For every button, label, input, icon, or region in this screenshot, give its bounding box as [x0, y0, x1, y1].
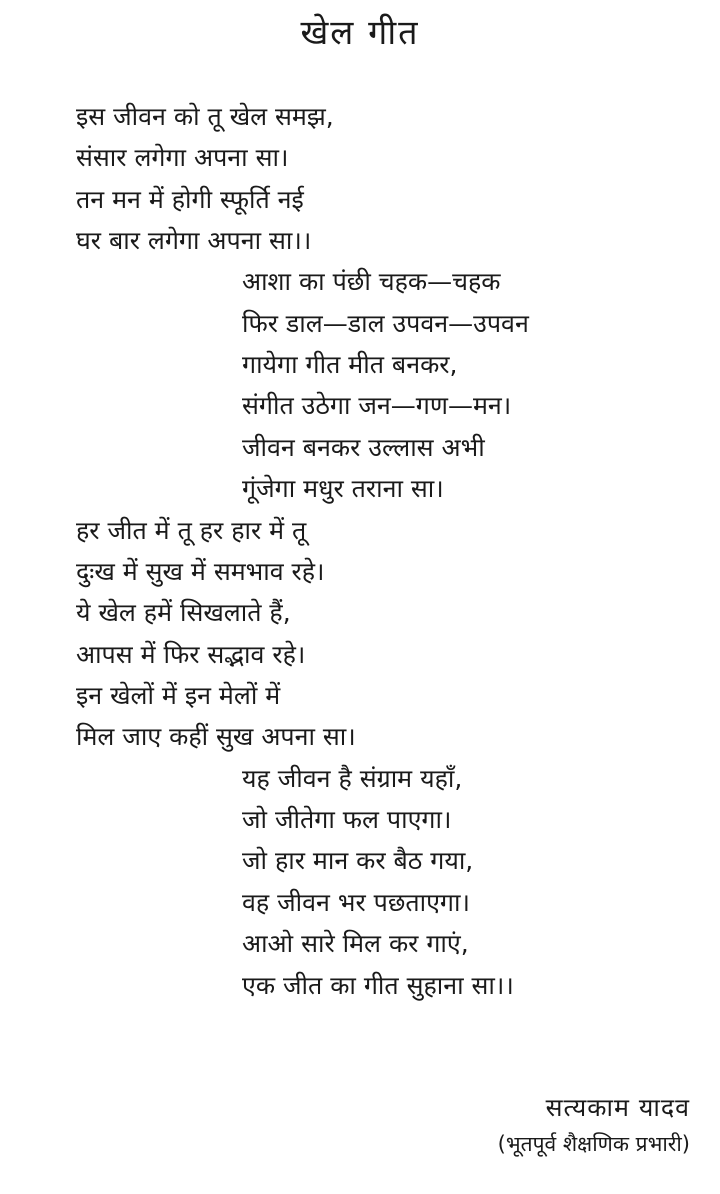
poem-line: संगीत उठेगा जन—गण—मन। — [242, 391, 512, 420]
poem-line: वह जीवन भर पछताएगा। — [242, 888, 470, 917]
signature-block — [498, 1090, 690, 1162]
poem-line: आशा का पंछी चहक—चहक — [242, 267, 501, 296]
poem-line: यह जीवन है संग्राम यहाँ, — [242, 764, 463, 793]
poem-line: संसार लगेगा अपना सा। — [76, 143, 289, 172]
poem-line: घर बार लगेगा अपना सा।। — [76, 226, 312, 255]
poem-line: जीवन बनकर उल्लास अभी — [242, 433, 485, 462]
poem-line: फिर डाल—डाल उपवन—उपवन — [242, 309, 529, 338]
poem-line: हर जीत में तू हर हार में तू — [76, 516, 307, 545]
poem-line: इस जीवन को तू खेल समझ, — [76, 102, 334, 131]
poem-title: खेल गीत — [300, 13, 420, 53]
poem-line: तन मन में होगी स्फूर्ति नई — [76, 185, 304, 214]
poem-line: जो हार मान कर बैठ गया, — [242, 846, 474, 875]
author-role: (भूतपूर्व शैक्षणिक प्रभारी) — [497, 1132, 690, 1156]
poem-line: गूंजेगा मधुर तराना सा। — [242, 474, 444, 503]
poem-line: जो जीतेगा फल पाएगा। — [242, 805, 452, 834]
poem-line: आओ सारे मिल कर गाएं, — [242, 929, 469, 958]
poem-line: एक जीत का गीत सुहाना सा।। — [242, 971, 514, 1000]
poem-line: दुःख में सुख में समभाव रहे। — [76, 557, 325, 586]
poem-line: मिल जाए कहीं सुख अपना सा। — [76, 722, 356, 751]
poem-line: इन खेलों में इन मेलों में — [76, 681, 281, 710]
poem-line: ये खेल हमें सिखलाते हैं, — [76, 598, 291, 627]
poem-line: आपस में फिर सद्भाव रहे। — [76, 640, 306, 669]
author-name: सत्यकाम यादव — [545, 1093, 690, 1122]
poem-line: गायेगा गीत मीत बनकर, — [242, 350, 458, 379]
